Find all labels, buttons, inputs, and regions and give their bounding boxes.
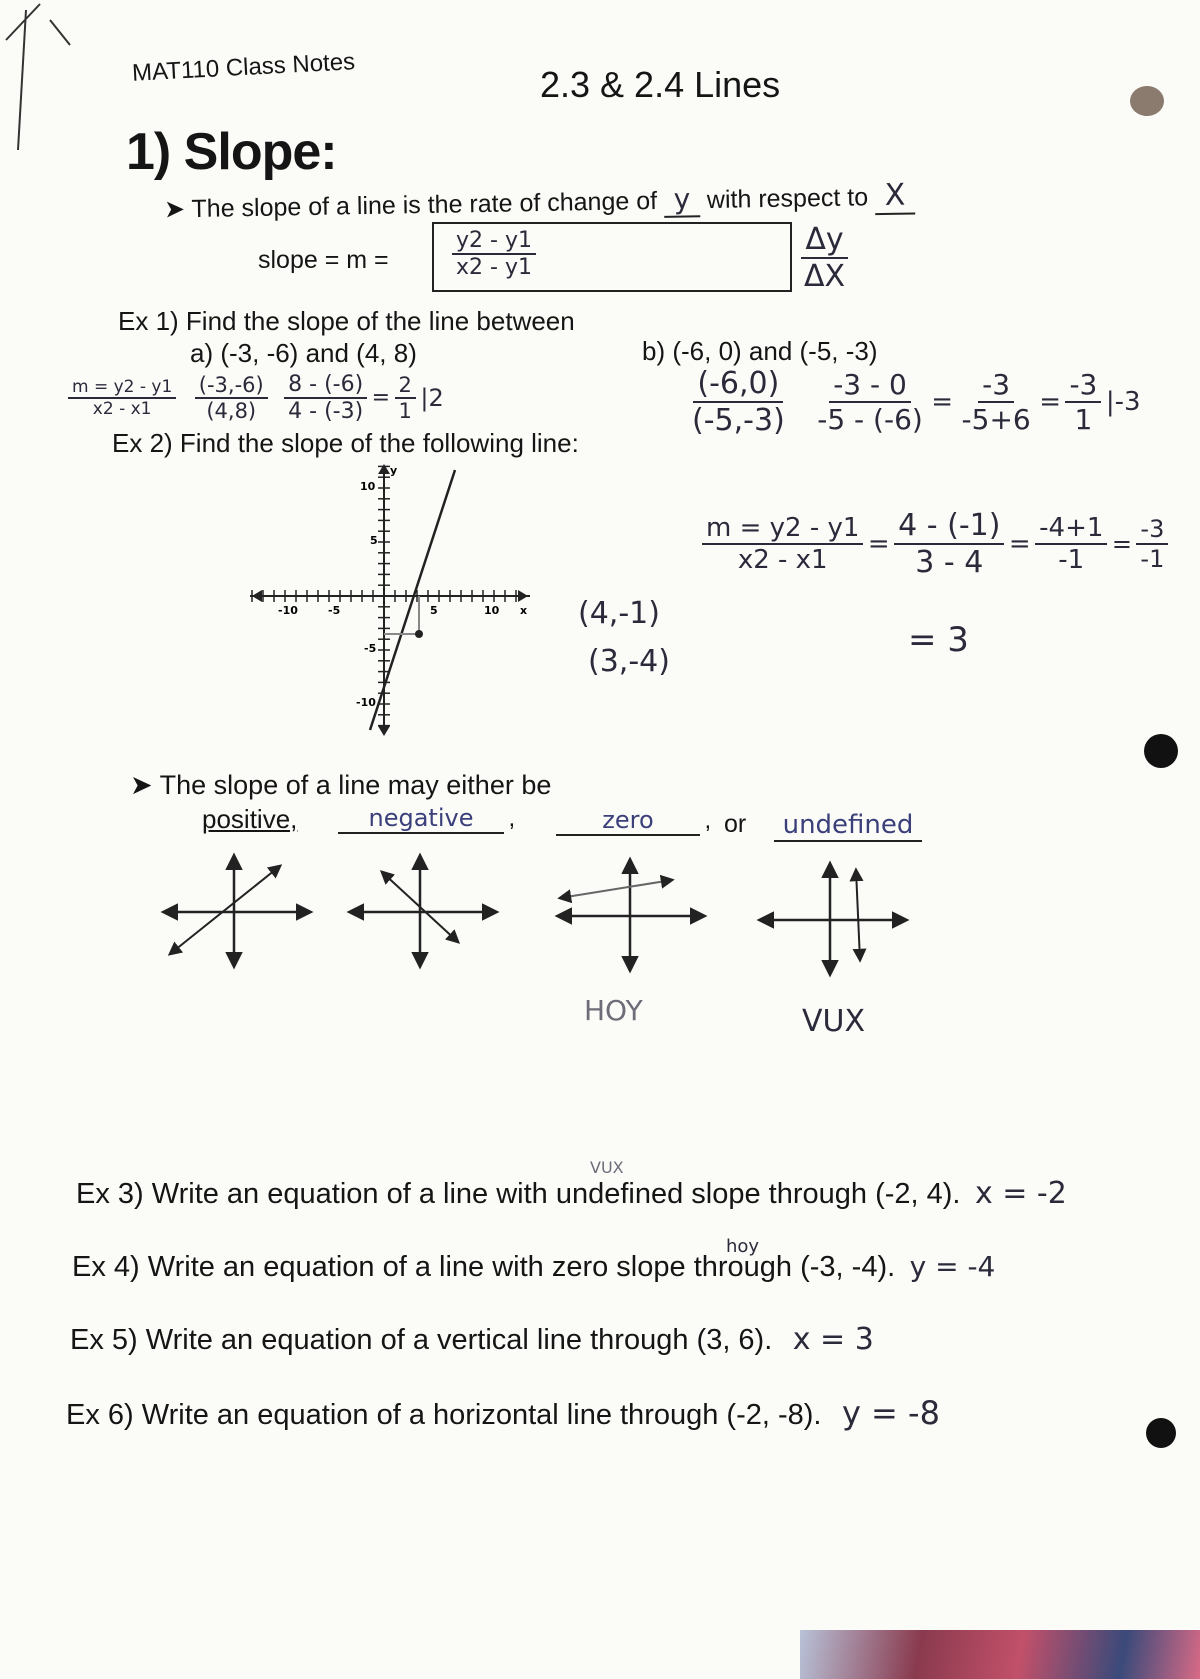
slope-type-negative: negative	[338, 804, 504, 834]
page-title: 2.3 & 2.4 Lines	[540, 64, 781, 105]
ex1-prompt: Ex 1) Find the slope of the line between	[118, 306, 575, 336]
ex1a-slope-def: $\frac{m = y2 - y1}{x2 - x1}$	[68, 377, 176, 419]
negative-sketch	[350, 856, 496, 966]
ex1a-work: $\frac{m = y2 - y1}{x2 - x1}$ $\frac{(-3,-6)}{(4,8)}$ $\frac{8 - (-6)}{4 - (-3)}$ = $\frac{2}{1}$ |2	[68, 372, 444, 424]
hole-punch-bottom	[1146, 1418, 1176, 1448]
ex2-prompt: Ex 2) Find the slope of the following line:	[112, 428, 579, 458]
ex1a-result: $\frac{2}{1}$	[395, 373, 416, 423]
exercise-6: Ex 6) Write an equation of a horizontal line through (-2, -8). y = -8	[66, 1394, 940, 1432]
slope-formula-fraction: $\frac{y2 - y1}{x2 - y1}$	[452, 228, 536, 280]
zero-sketch	[558, 860, 704, 970]
definition-blank-y: y	[664, 182, 701, 218]
slope-type-sketches	[160, 850, 920, 980]
slope-type-undefined: undefined	[774, 810, 922, 842]
slope-type-undefined-row	[774, 810, 922, 842]
ex2-calc: $\frac{4 - (-1)}{3 - 4}$	[894, 508, 1004, 580]
course-label: MAT110 Class Notes	[131, 48, 356, 87]
ex1a-points: $\frac{(-3,-6)}{(4,8)}$	[195, 373, 268, 423]
slope-type-negative-row: negative ,	[338, 804, 515, 834]
tick-label-x: 10	[484, 604, 500, 617]
slope-type-zero: zero	[556, 806, 700, 836]
x-axis-label: x	[520, 604, 528, 617]
slope-type-positive: positive,	[202, 804, 298, 834]
ex2-point-2: (3,-4)	[588, 644, 670, 679]
tick-label-y: 5	[370, 534, 378, 547]
ex2-work: $\frac{m = y2 - y1}{x2 - x1}$ = $\frac{4 - (-1)}{3 - 4}$ = $\frac{-4+1}{-1}$ = $\frac{-3}{-1}$	[702, 508, 1168, 580]
undefined-sketch	[760, 864, 906, 974]
tick-label-y: -10	[356, 696, 376, 709]
ex1-part-b: b) (-6, 0) and (-5, -3)	[642, 336, 878, 366]
delta-fraction: $\frac{\Delta y}{\Delta X}$	[800, 222, 849, 294]
slope-definition: ➤ The slope of a line is the rate of change of y with respect to X	[164, 177, 916, 227]
ex1b-result: $\frac{-3}{1}$	[1065, 368, 1101, 436]
graph-point	[415, 630, 423, 638]
slope-label: slope = m =	[258, 246, 389, 274]
tick-label-x: -10	[278, 604, 298, 617]
ex2-point-1: (4,-1)	[578, 596, 660, 631]
background-fabric	[800, 1630, 1200, 1679]
ex2-calc3: $\frac{-3}{-1}$	[1136, 515, 1168, 573]
exercise-3-note: VUX	[590, 1158, 624, 1177]
tick-label-y: 10	[360, 480, 376, 493]
bullet-arrow-icon: ➤	[163, 195, 186, 224]
exercise-4-note: hoy	[726, 1236, 760, 1257]
tick-label-y: -5	[364, 642, 377, 655]
axis-arrow-icons	[252, 464, 528, 736]
y-axis-label: y	[390, 464, 398, 477]
undefined-mnemonic: VUX	[802, 1004, 866, 1039]
ex1b-points: $\frac{(-6,0)}{(-5,-3)}$	[692, 366, 785, 438]
or-word: or	[724, 810, 747, 838]
exercise-5: Ex 5) Write an equation of a vertical line through (3, 6). x = 3	[70, 1322, 874, 1357]
hole-punch-top	[1130, 86, 1164, 116]
tick-label-x: -5	[328, 604, 341, 617]
pen-scribble	[0, 0, 110, 170]
ex2-calc2: $\frac{-4+1}{-1}$	[1035, 513, 1107, 575]
formula-box	[432, 222, 792, 292]
ex1b-calc: $\frac{-3 - 0}{-5 - (-6)}$	[817, 368, 923, 436]
bullet-arrow-icon: ➤	[130, 770, 153, 800]
slope-type-zero-row: zero ,	[556, 806, 711, 836]
tick-label-x: 5	[430, 604, 438, 617]
zero-mnemonic: HOY	[584, 994, 643, 1027]
positive-sketch	[164, 856, 310, 966]
definition-blank-x: X	[875, 177, 916, 215]
ex1b-work: $\frac{(-6,0)}{(-5,-3)}$ $\frac{-3 - 0}{-5 - (-6)}$ = $\frac{-3}{-5+6}$ = $\frac{-3}{1}$ |-3	[688, 366, 1141, 438]
ex1a-calc: $\frac{8 - (-6)}{4 - (-3)}$	[284, 372, 367, 424]
exercise-4: Ex 4) Write an equation of a line with zero slope through (-3, -4). y = -4	[72, 1250, 996, 1283]
slope-types-lead: ➤ The slope of a line may either be	[130, 770, 552, 800]
ex1b-mid: $\frac{-3}{-5+6}$	[961, 368, 1031, 436]
ex2-result: = 3	[908, 620, 969, 660]
exercise-3: Ex 3) Write an equation of a line with undefined slope through (-2, 4). x = -2	[76, 1176, 1067, 1211]
ex2-slope-def: $\frac{m = y2 - y1}{x2 - x1}$	[702, 513, 863, 575]
coordinate-graph	[240, 462, 540, 742]
hole-punch-middle	[1144, 734, 1178, 768]
section-heading-slope: 1) Slope:	[126, 123, 337, 181]
ex1-part-a: a) (-3, -6) and (4, 8)	[190, 338, 417, 368]
